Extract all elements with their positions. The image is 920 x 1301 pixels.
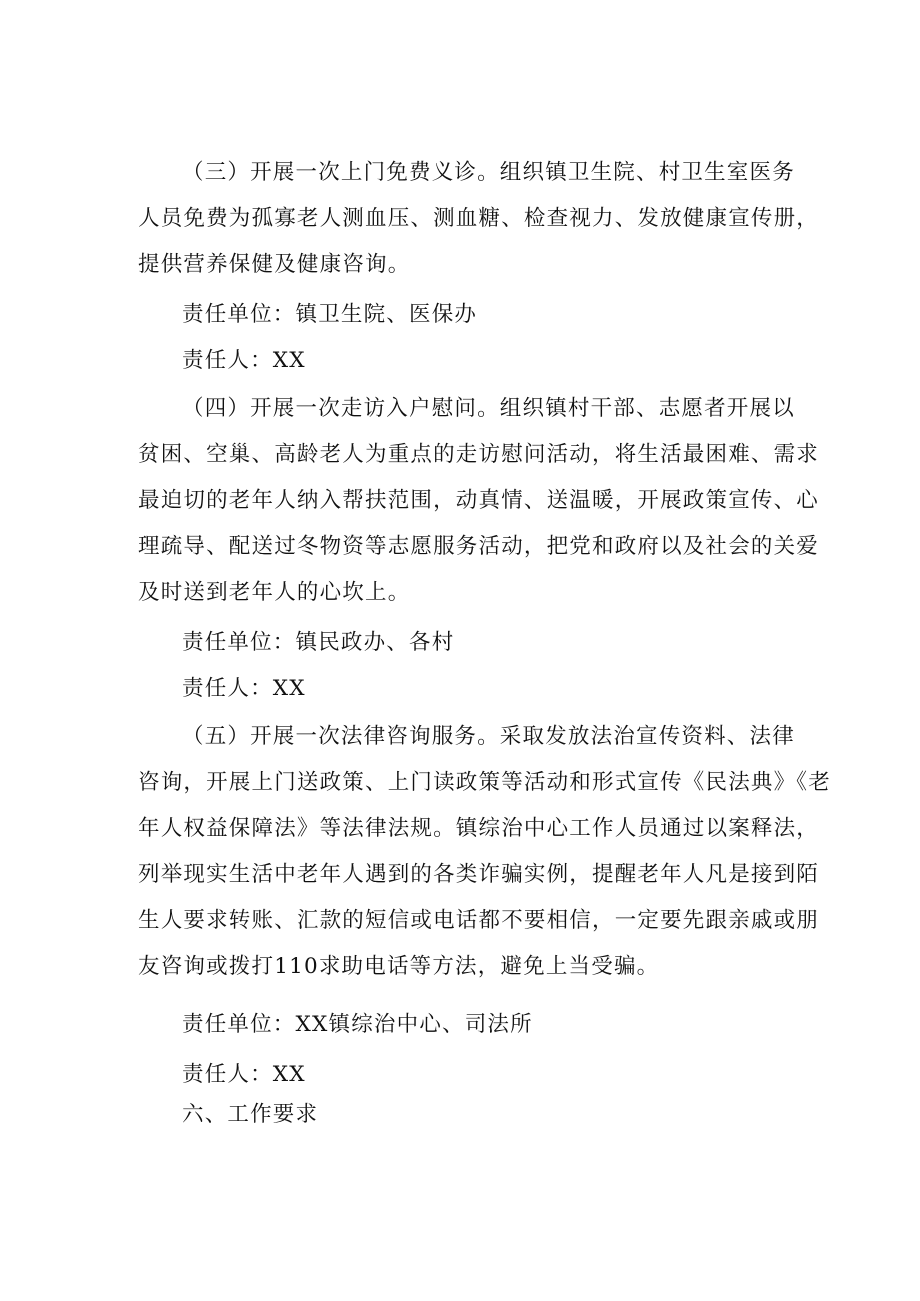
section4-responsible-person: 责任人：XX	[182, 676, 306, 701]
section4-line-3: 最迫切的老年人纳入帮扶范围，动真情、送温暖，开展政策宣传、心	[138, 488, 820, 513]
section4-line-2: 贫困、空巢、高龄老人为重点的走访慰问活动，将生活最困难、需求	[138, 442, 820, 467]
section3-line-1: （三）开展一次上门免费义诊。组织镇卫生院、村卫生室医务	[182, 160, 795, 185]
section5-line-2: 咨询，开展上门送政策、上门读政策等活动和形式宣传《民法典》《老	[138, 770, 831, 795]
section4-line-4: 理疏导、配送过冬物资等志愿服务活动，把党和政府以及社会的关爱	[138, 534, 820, 559]
section3-line-2: 人员免费为孤寡老人测血压、测血糖、检查视力、发放健康宣传册，	[138, 206, 820, 231]
section4-line-5: 及时送到老年人的心坎上。	[138, 580, 411, 605]
section3-responsible-person: 责任人：XX	[182, 348, 306, 373]
section3-responsible-unit: 责任单位：镇卫生院、医保办	[182, 302, 478, 327]
section5-line-4: 列举现实生活中老年人遇到的各类诈骗实例，提醒老年人凡是接到陌	[138, 862, 820, 887]
section5-line-6: 友咨询或拨打110求助电话等方法，避免上当受骗。	[138, 954, 660, 979]
section5-line-1: （五）开展一次法律咨询服务。采取发放法治宣传资料、法律	[182, 724, 795, 749]
section4-line-1: （四）开展一次走访入户慰问。组织镇村干部、志愿者开展以	[182, 396, 795, 421]
section5-line-3: 年人权益保障法》等法律法规。镇综治中心工作人员通过以案释法，	[138, 816, 820, 841]
section5-responsible-person: 责任人：XX	[182, 1062, 306, 1087]
section5-responsible-unit: 责任单位：XX镇综治中心、司法所	[182, 1012, 533, 1037]
section3-line-3: 提供营养保健及健康咨询。	[138, 252, 411, 277]
section6-heading: 六、工作要求	[182, 1102, 319, 1127]
section5-line-5: 生人要求转账、汇款的短信或电话都不要相信，一定要先跟亲戚或朋	[138, 908, 820, 933]
section4-responsible-unit: 责任单位：镇民政办、各村	[182, 630, 455, 655]
